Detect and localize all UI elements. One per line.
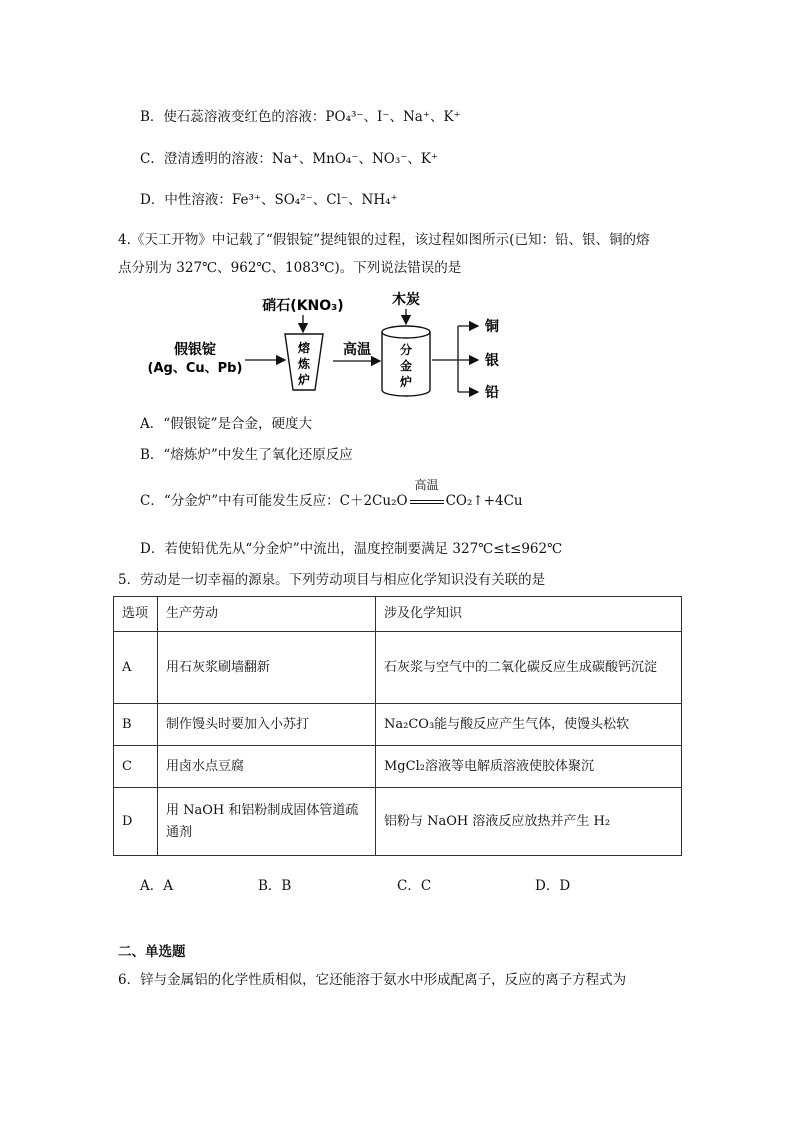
table-row	[114, 788, 682, 856]
q5-choice-b: B．B	[258, 878, 292, 894]
furnace2-char-2: 金	[399, 359, 413, 373]
q3-option-c-ions: Na⁺、MnO₄⁻、NO₃⁻、K⁺	[271, 151, 439, 167]
header-labor: 生产劳动	[158, 597, 376, 632]
charcoal-label: 木炭	[392, 292, 420, 308]
input-label-2: (Ag、Cu、Pb)	[147, 361, 243, 376]
q4-option-c-rhs: CO₂↑+4Cu	[445, 493, 523, 509]
q4-process-diagram	[140, 282, 520, 412]
q3-option-c	[140, 149, 438, 169]
row-knowledge: MgCl₂溶液等电解质溶液使胶体聚沉	[376, 746, 682, 788]
table-row	[114, 746, 682, 788]
q4-option-d: D．若使铅优先从“分金炉”中流出，温度控制要满足 327℃≤t≤962℃	[140, 541, 563, 557]
row-labor: 用 NaOH 和铝粉制成固体管道疏通剂	[158, 788, 376, 856]
q4-stem-line1: 4.《天工开物》中记载了“假银锭”提纯银的过程，该过程如图所示(已知：铅、银、铜的熔	[118, 232, 650, 248]
table-row	[114, 704, 682, 746]
q3-option-b-prefix: B．使石蕊溶液变红色的溶液：	[140, 109, 326, 125]
q5-choice-d: D．D	[535, 878, 571, 894]
table-row	[114, 632, 682, 704]
row-knowledge: Na₂CO₃能与酸反应产生气体，使馒头松软	[376, 704, 682, 746]
output-silver: 银	[485, 353, 499, 369]
row-option: D	[114, 788, 158, 856]
row-labor: 用卤水点豆腐	[158, 746, 376, 788]
q5-stem: 5．劳动是一切幸福的源泉。下列劳动项目与相应化学知识没有关联的是	[118, 572, 546, 588]
q4-option-c	[140, 478, 523, 511]
q4-stem-line2: 点分别为 327℃、962℃、1083℃)。下列说法错误的是	[118, 260, 462, 276]
q4-option-b: B．“熔炼炉”中发生了氧化还原反应	[140, 447, 353, 463]
q5-choice-a: A．A	[140, 878, 173, 894]
input-label-1: 假银锭	[174, 342, 216, 358]
header-option: 选项	[114, 597, 158, 632]
section-title: 二、单选题	[118, 944, 186, 960]
q3-option-b	[140, 107, 461, 127]
furnace1-char-2: 炼	[297, 357, 311, 371]
furnace2-char-3: 炉	[399, 375, 413, 389]
q3-option-d	[140, 190, 398, 210]
row-option: B	[114, 704, 158, 746]
q5-table	[113, 596, 682, 856]
saltpeter-label: 硝石(KNO₃)	[262, 298, 344, 314]
furnace2-char-1: 分	[399, 343, 413, 357]
separation-furnace-top	[382, 326, 430, 338]
output-lead: 铅	[485, 385, 499, 401]
q3-option-c-prefix: C．澄清透明的溶液：	[140, 151, 272, 167]
q3-option-b-ions: PO₄³⁻、I⁻、Na⁺、K⁺	[325, 109, 461, 125]
furnace1-char-3: 炉	[297, 373, 311, 387]
q4-option-c-prefix: C．“分金炉”中有可能发生反应：	[140, 493, 340, 509]
reaction-condition: 高温	[414, 478, 439, 492]
q3-option-d-ions: Fe³⁺、SO₄²⁻、Cl⁻、NH₄⁺	[231, 192, 398, 208]
q3-option-d-prefix: D．中性溶液：	[140, 192, 232, 208]
row-knowledge: 石灰浆与空气中的二氧化碳反应生成碳酸钙沉淀	[376, 632, 682, 704]
reaction-arrow	[410, 478, 444, 511]
q6-stem: 6．锌与金属铝的化学性质相似，它还能溶于氨水中形成配离子，反应的离子方程式为	[118, 972, 627, 988]
table-header-row	[114, 597, 682, 632]
q5-choice-c: C．C	[397, 878, 432, 894]
row-labor: 用石灰浆刷墙翻新	[158, 632, 376, 704]
row-labor: 制作馒头时要加入小苏打	[158, 704, 376, 746]
q4-option-c-lhs: C＋2Cu₂O	[339, 493, 408, 509]
row-option: A	[114, 632, 158, 704]
output-copper: 铜	[485, 319, 499, 335]
condition-label: 高温	[343, 342, 371, 358]
furnace1-char-1: 熔	[297, 341, 311, 355]
q4-option-a: A．“假银锭”是合金，硬度大	[140, 416, 313, 432]
header-knowledge: 涉及化学知识	[376, 597, 682, 632]
row-option: C	[114, 746, 158, 788]
row-knowledge: 铝粉与 NaOH 溶液反应放热并产生 H₂	[376, 788, 682, 856]
